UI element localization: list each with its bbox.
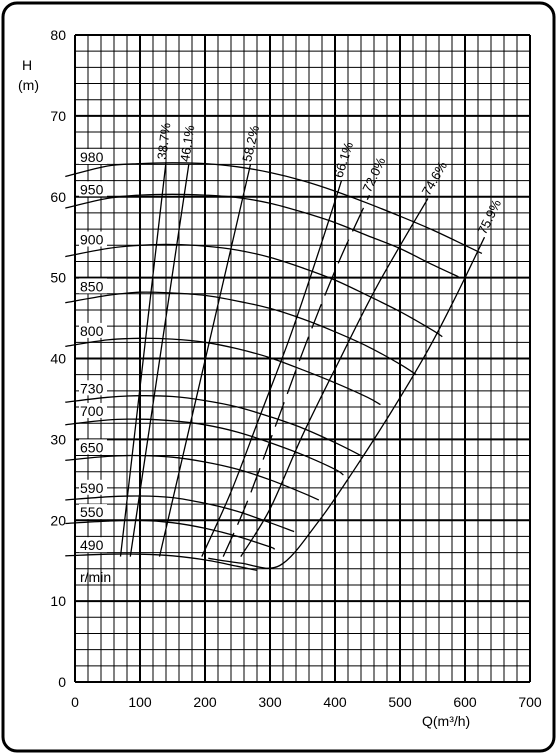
speed-curve-label: 590 <box>80 479 104 496</box>
speed-curve-label: 900 <box>80 231 104 248</box>
speed-curve-label: 850 <box>80 278 104 295</box>
y-tick-label: 70 <box>50 107 66 124</box>
speed-curve-label: 490 <box>80 537 104 554</box>
efficiency-label: 66.1% <box>330 139 357 180</box>
y-tick-label: 10 <box>50 593 66 610</box>
x-tick-label: 300 <box>258 694 282 710</box>
y-tick-label: 50 <box>50 269 66 286</box>
y-tick-label: 0 <box>58 674 66 690</box>
y-tick-label: 80 <box>50 27 66 43</box>
efficiency-label: 58.2% <box>239 123 263 164</box>
efficiency-label: 74.6% <box>418 158 451 199</box>
speed-curve-label: 700 <box>80 402 104 419</box>
y-tick-label: 40 <box>50 350 66 367</box>
efficiency-label: 46.1% <box>177 124 198 163</box>
speed-curve-label: 980 <box>80 149 104 166</box>
speed-curve-label: 550 <box>80 504 104 521</box>
speed-curve-label: 650 <box>80 439 104 456</box>
x-axis-label: Q(m³/h) <box>422 713 471 729</box>
y-axis-label-line1: H <box>22 57 33 73</box>
efficiency-label: 38.7% <box>154 121 174 161</box>
y-tick-label: 20 <box>50 512 66 529</box>
x-tick-label: 200 <box>193 694 217 710</box>
x-tick-label: 700 <box>518 694 542 710</box>
x-tick-label: 100 <box>128 694 152 710</box>
speed-curve-label: 730 <box>80 380 104 397</box>
y-tick-label: 30 <box>50 431 66 448</box>
x-tick-label: 400 <box>323 694 347 710</box>
speed-curve-label: 800 <box>80 322 104 339</box>
y-axis-label-line2: (m) <box>18 77 39 93</box>
efficiency-label: 75.9% <box>474 196 505 237</box>
efficiency-label: 72.0% <box>359 154 389 195</box>
x-tick-label: 500 <box>388 694 412 710</box>
y-tick-label: 60 <box>50 188 66 205</box>
speed-curve-label: 950 <box>80 181 104 198</box>
x-tick-label: 0 <box>71 694 79 710</box>
speed-unit-label: r/min <box>80 569 112 585</box>
x-tick-label: 600 <box>453 694 477 710</box>
